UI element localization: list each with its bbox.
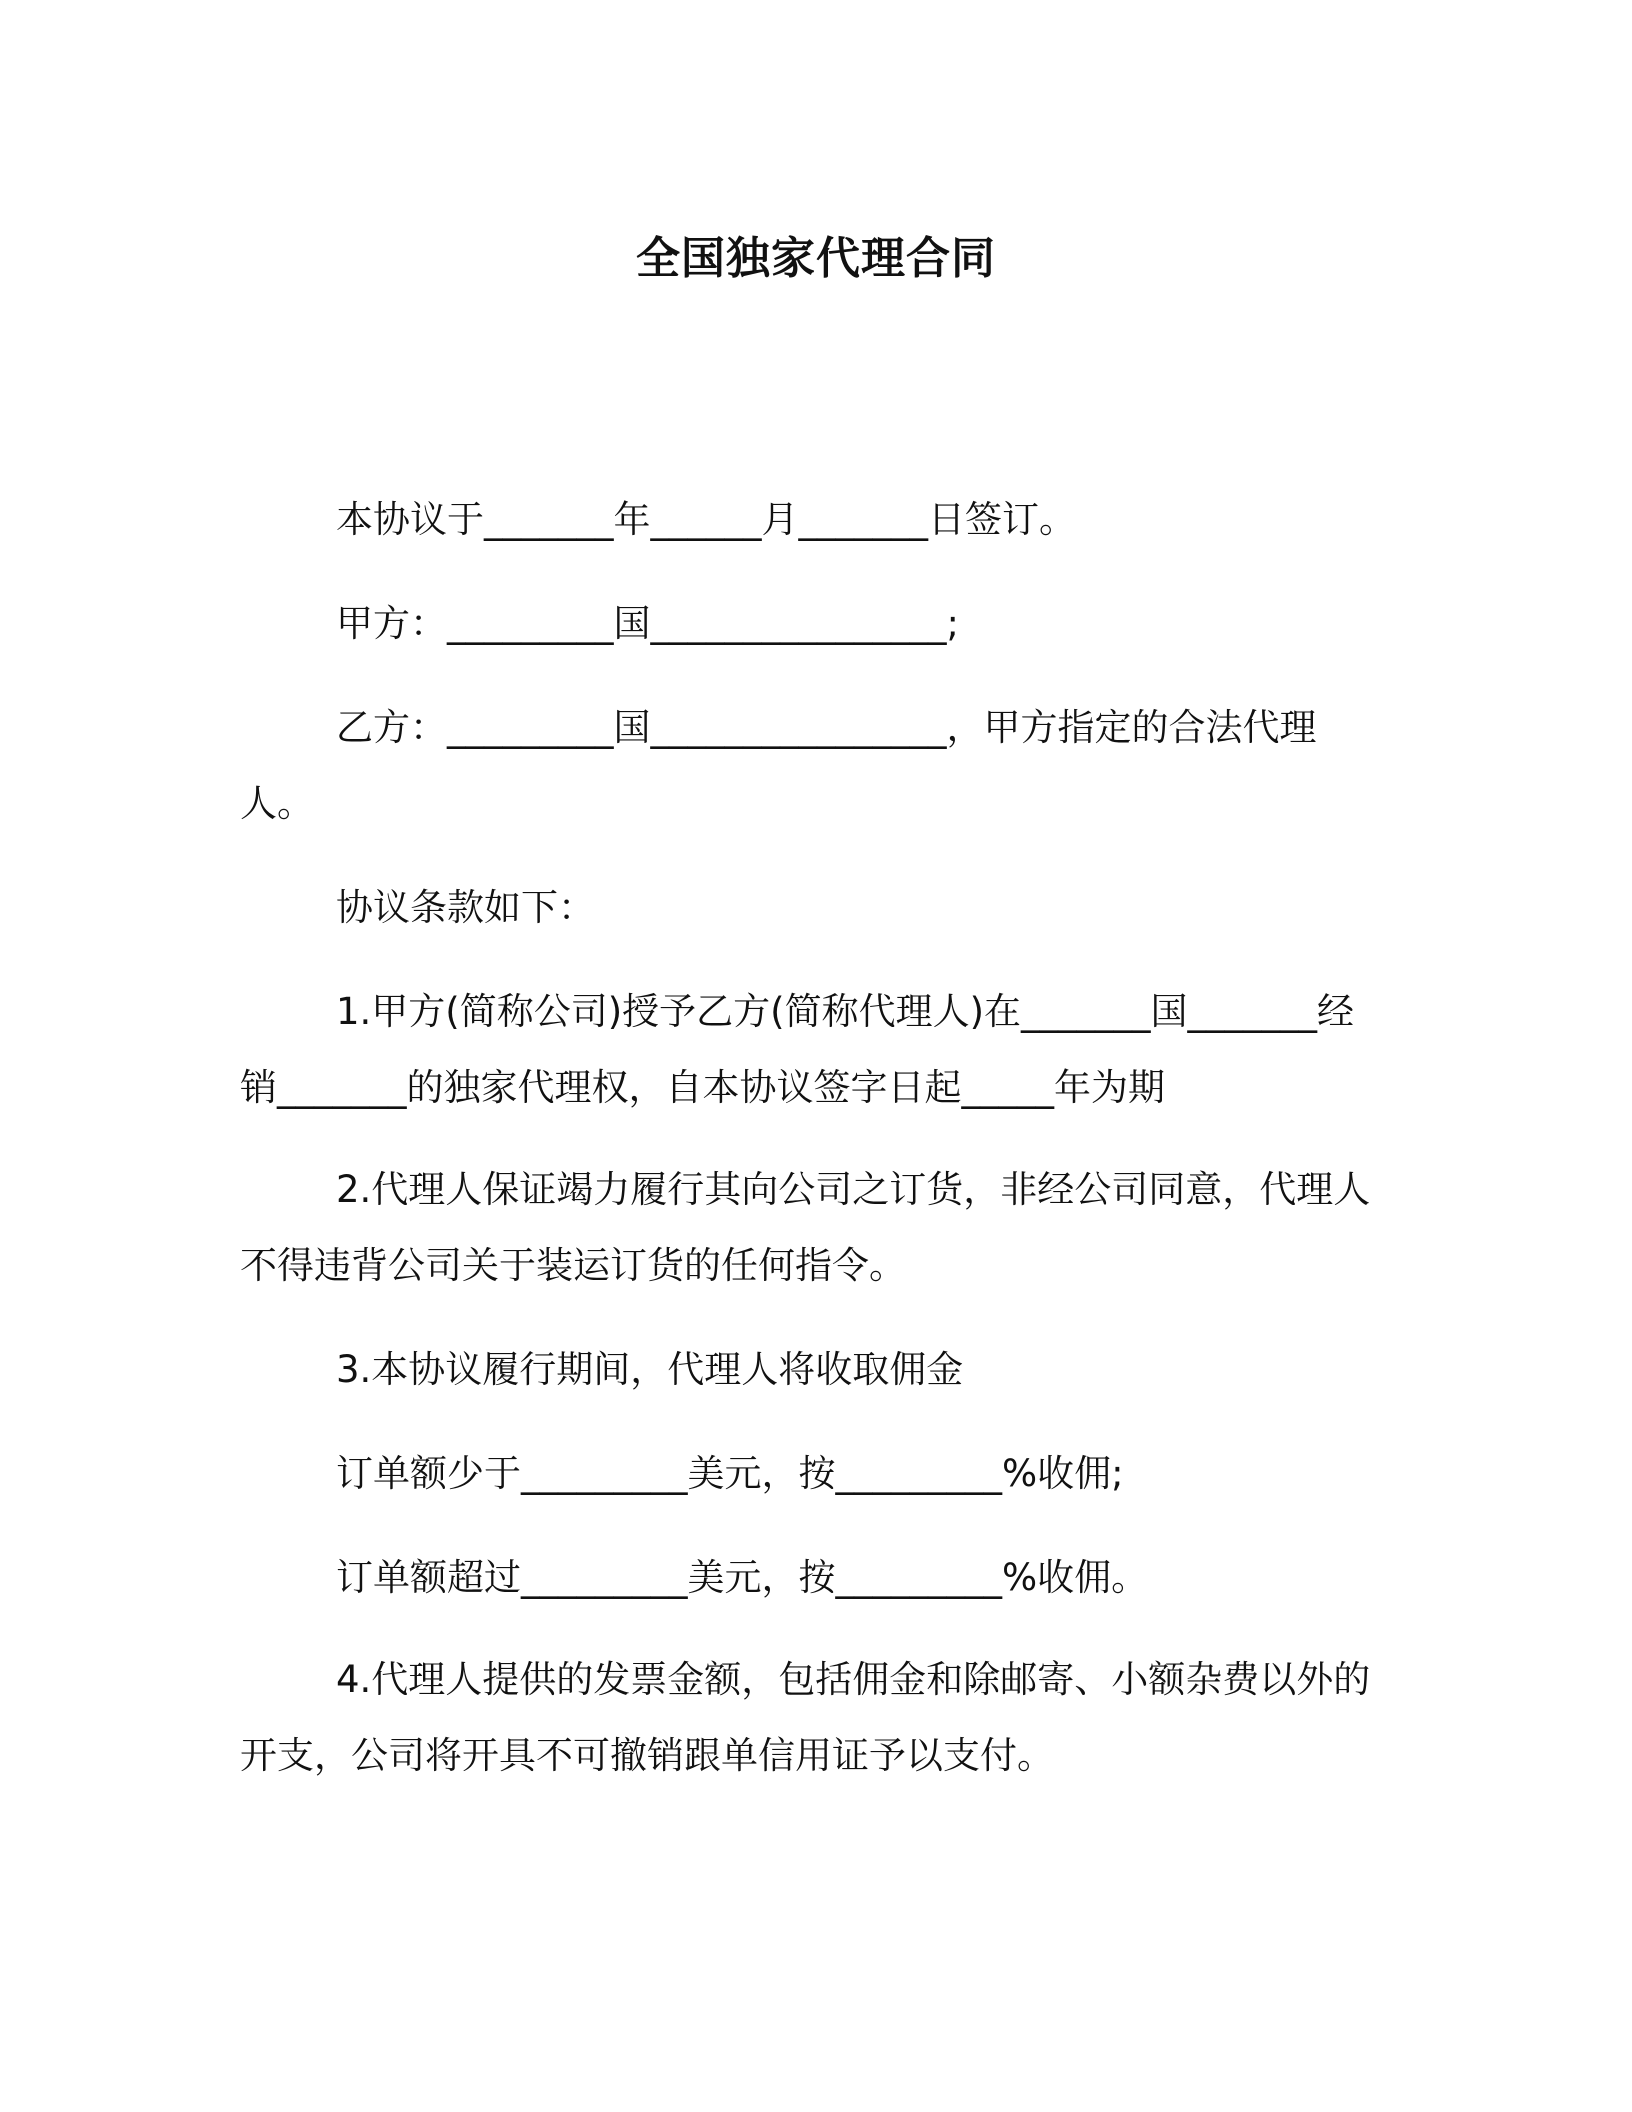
clause-2-line-1: 2.代理人保证竭力履行其向公司之订货，非经公司同意，代理人 xyxy=(336,1168,1371,1211)
clause-1-line-2: 销_______的独家代理权，自本协议签字日起_____年为期 xyxy=(240,1066,1165,1109)
terms-heading: 协议条款如下： xyxy=(336,886,595,929)
clause-4-line-1: 4.代理人提供的发票金额，包括佣金和除邮寄、小额杂费以外的 xyxy=(336,1658,1371,1701)
clause-3-line: 3.本协议履行期间，代理人将收取佣金 xyxy=(336,1348,964,1391)
party-b-line: 乙方：_________国________________，甲方指定的合法代理 xyxy=(336,706,1317,749)
clause-4-line-2: 开支，公司将开具不可撤销跟单信用证予以支付。 xyxy=(240,1734,1054,1777)
commission-below-line: 订单额少于_________美元，按_________%收佣; xyxy=(336,1452,1124,1495)
clause-1-line-1: 1.甲方(简称公司)授予乙方(简称代理人)在_______国_______经 xyxy=(336,990,1355,1033)
clause-2-line-2: 不得违背公司关于装运订货的任何指令。 xyxy=(240,1244,906,1287)
document-title: 全国独家代理合同 xyxy=(636,233,996,284)
party-a-line: 甲方：_________国________________; xyxy=(336,602,959,645)
party-b-line-continued: 人。 xyxy=(240,782,314,825)
agreement-date-line: 本协议于_______年______月_______日签订。 xyxy=(336,498,1076,541)
commission-above-line: 订单额超过_________美元，按_________%收佣。 xyxy=(336,1556,1149,1599)
